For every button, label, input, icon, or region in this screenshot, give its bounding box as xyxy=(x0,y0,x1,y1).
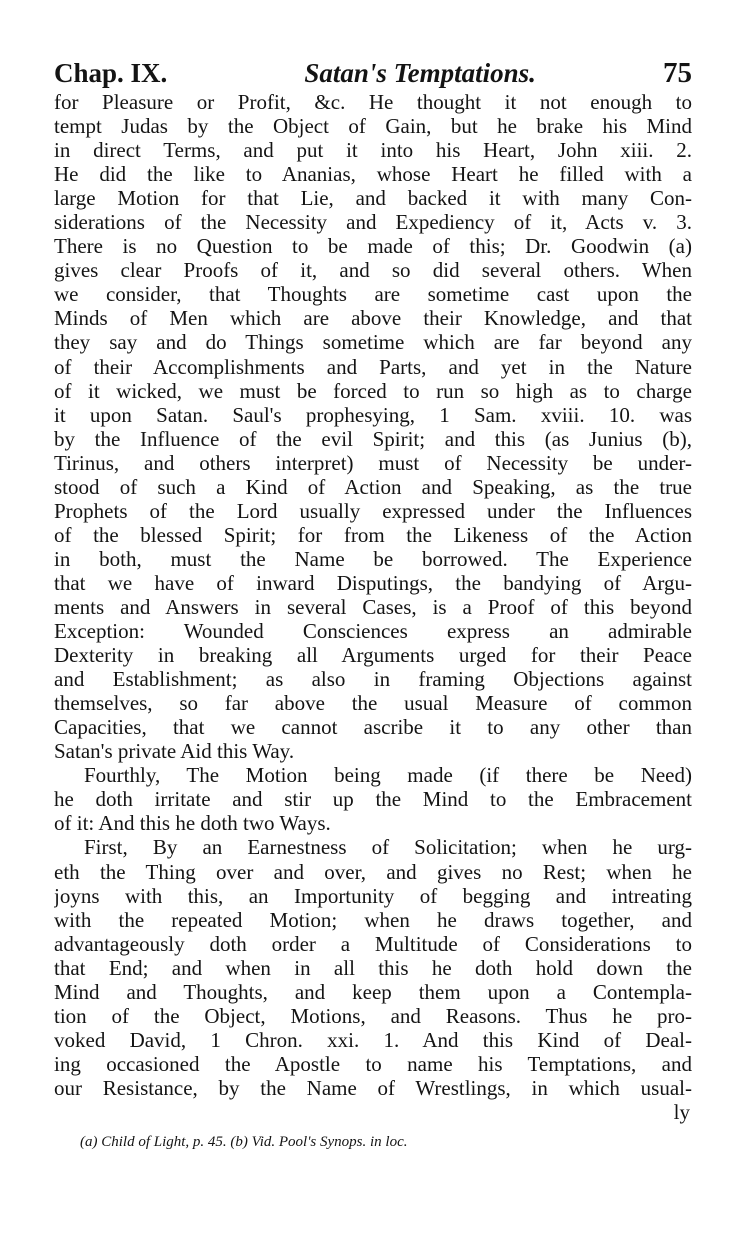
text-line: our Resistance, by the Name of Wrestlings, in which usual- xyxy=(54,1075,692,1100)
chapter-label: Chap. IX. xyxy=(54,58,168,88)
text-line: he doth irritate and stir up the Mind to the Embracement xyxy=(54,787,692,812)
text-line: Dexterity in breaking all Arguments urged for their Peace xyxy=(54,643,692,668)
text-line: eth the Thing over and over, and gives no Rest; when he xyxy=(54,859,692,884)
text-line: Minds of Men which are above their Knowledge, and that xyxy=(54,306,692,331)
text-line: advantageously doth order a Multitude of Considerations to xyxy=(54,931,692,956)
text-line: in both, must the Name be borrowed. The Experience xyxy=(54,546,692,571)
text-line: with the repeated Motion; when he draws together, and xyxy=(54,907,692,932)
text-line: Satan's private Aid this Way. xyxy=(54,739,295,764)
text-line: for Pleasure or Profit, &c. He thought it not enough to xyxy=(54,90,692,114)
text-line: of it wicked, we must be forced to run so high as to charge xyxy=(54,378,692,403)
text-line: Exception: Wounded Consciences express an admirable xyxy=(54,619,692,644)
text-line: it upon Satan. Saul's prophesying, 1 Sam. xviii. 10. was xyxy=(54,402,692,427)
body-text xyxy=(54,90,692,1100)
text-line: stood of such a Kind of Action and Speaking, as the true xyxy=(54,474,692,499)
text-line: large Motion for that Lie, and backed it with many Con- xyxy=(54,186,692,211)
text-line: that we have of inward Disputings, the bandying of Argu- xyxy=(54,570,692,595)
text-line: by the Influence of the evil Spirit; and this (as Junius (b), xyxy=(54,426,692,451)
text-line: He did the like to Ananias, whose Heart he filled with a xyxy=(54,162,692,187)
text-line: that End; and when in all this he doth hold down the xyxy=(54,955,692,980)
running-header xyxy=(54,56,692,90)
text-line: tion of the Object, Motions, and Reasons. Thus he pro- xyxy=(54,1003,692,1028)
text-line: and Establishment; as also in framing Objections against xyxy=(54,667,692,692)
text-line: There is no Question to be made of this; Dr. Goodwin (a) xyxy=(54,234,692,259)
text-line: they say and do Things sometime which are far beyond any xyxy=(54,330,692,355)
text-line: voked David, 1 Chron. xxi. 1. And this Kind of Deal- xyxy=(54,1027,692,1052)
text-line: of it: And this he doth two Ways. xyxy=(54,811,331,836)
text-line: of their Accomplishments and Parts, and yet in the Nature xyxy=(54,354,692,379)
text-line: of the blessed Spirit; for from the Likeness of the Action xyxy=(54,522,692,547)
text-line: tempt Judas by the Object of Gain, but he brake his Mind xyxy=(54,114,692,139)
text-line: siderations of the Necessity and Expediency of it, Acts v. 3. xyxy=(54,210,692,235)
text-line: First, By an Earnestness of Solicitation; when he urg- xyxy=(84,835,692,860)
text-line: Fourthly, The Motion being made (if there be Need) xyxy=(84,763,692,788)
text-line: we consider, that Thoughts are sometime cast upon the xyxy=(54,282,692,307)
catchword: ly xyxy=(673,1099,690,1124)
text-line: gives clear Proofs of it, and so did several others. When xyxy=(54,258,692,283)
text-line: in direct Terms, and put it into his Heart, John xiii. 2. xyxy=(54,138,692,163)
text-line: ments and Answers in several Cases, is a Proof of this beyond xyxy=(54,594,692,619)
footnotes: (a) Child of Light, p. 45. (b) Vid. Pool's Synops. in loc. xyxy=(80,1133,408,1150)
text-line: themselves, so far above the usual Measure of common xyxy=(54,691,692,716)
text-line: joyns with this, an Importunity of begging and intreating xyxy=(54,883,692,908)
page-number: 75 xyxy=(663,57,692,89)
text-line: ing occasioned the Apostle to name his Temptations, and xyxy=(54,1051,692,1076)
text-line: Mind and Thoughts, and keep them upon a Contempla- xyxy=(54,979,692,1004)
running-title: Satan's Temptations. xyxy=(304,58,536,88)
text-line: Capacities, that we cannot ascribe it to any other than xyxy=(54,715,692,740)
text-line: Prophets of the Lord usually expressed under the Influences xyxy=(54,498,692,523)
text-line: Tirinus, and others interpret) must of Necessity be under- xyxy=(54,450,692,475)
